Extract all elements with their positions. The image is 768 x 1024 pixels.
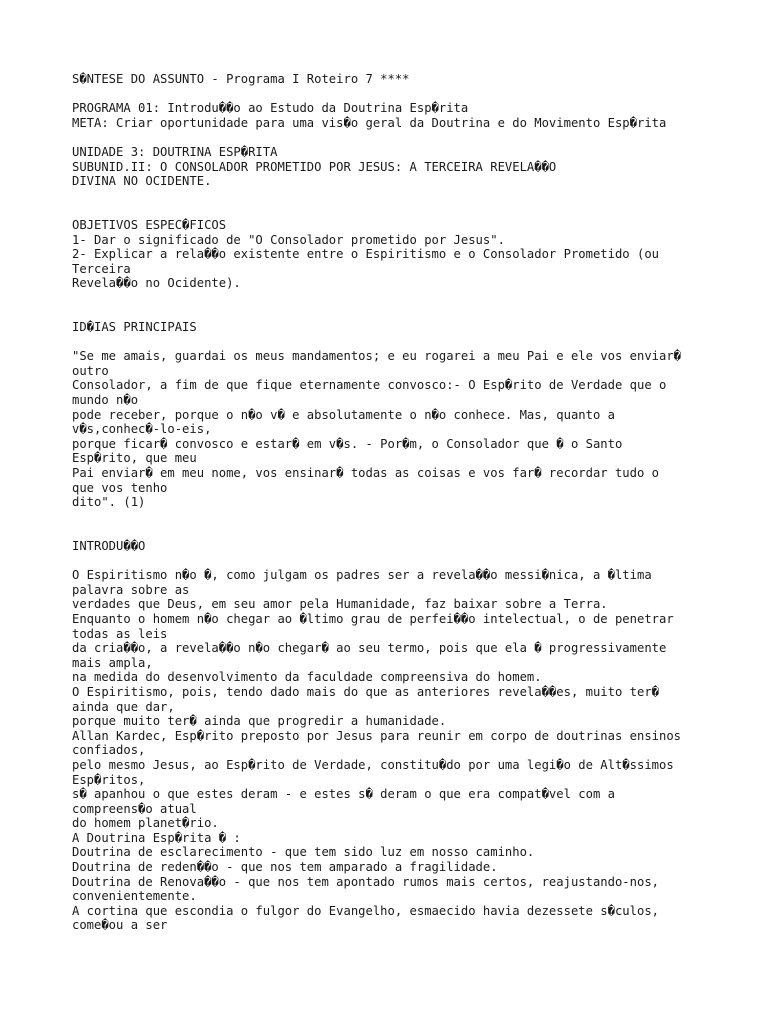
text-line: META: Criar oportunidade para uma vis�o geral da Doutrina e do Movimento Esp�rita <box>72 115 667 130</box>
text-line: v�s,conhec�-lo-eis, <box>72 422 212 437</box>
text-line: SUBUNID.II: O CONSOLADOR PROMETIDO POR JESUS: A TERCEIRA REVELA��O <box>72 159 557 174</box>
text-line: mais ampla, <box>72 655 153 670</box>
text-line: Pai enviar� em meu nome, vos ensinar� todas as coisas e vos far� recordar tudo o <box>72 466 659 481</box>
text-line: pode receber, porque o n�o v� e absolutamente o n�o conhece. Mas, quanto a <box>72 407 615 422</box>
text-line: mundo n�o <box>72 393 139 408</box>
text-line: Allan Kardec, Esp�rito preposto por Jesus para reunir em corpo de doutrinas ensinos <box>72 728 682 743</box>
text-line: Consolador, a fim de que fique eternamente convosco:- O Esp�rito de Verdade que o <box>72 378 667 393</box>
document-body <box>72 72 712 933</box>
text-line <box>72 291 712 306</box>
text-line: verdades que Deus, em seu amor pela Humanidade, faz baixar sobre a Terra. <box>72 597 608 612</box>
text-line <box>72 524 712 539</box>
text-line: INTRODU��O <box>72 539 146 553</box>
text-line: da cria��o, a revela��o n�o chegar� ao seu termo, pois que ela � progressivamente <box>72 641 667 656</box>
text-line: dito". (1) <box>72 495 146 510</box>
text-line: "Se me amais, guardai os meus mandamentos; e eu rogarei a meu Pai e ele vos enviar� <box>72 349 682 364</box>
text-line: que vos tenho <box>72 480 168 495</box>
text-line: S�NTESE DO ASSUNTO - Programa I Roteiro 7 **** <box>72 72 410 86</box>
text-line: Doutrina de Renova��o - que nos tem apontado rumos mais certos, reajustando-nos, <box>72 874 659 889</box>
text-line: outro <box>72 363 109 378</box>
text-line <box>72 189 712 204</box>
text-line: DIVINA NO OCIDENTE. <box>72 174 212 189</box>
text-line: Enquanto o homem n�o chegar ao �ltimo grau de perfei��o intelectual, o de penetrar <box>72 611 674 626</box>
text-line: Revela��o no Ocidente). <box>72 276 241 291</box>
text-line: come�ou a ser <box>72 918 168 933</box>
text-line: Esp�rito, que meu <box>72 451 197 466</box>
text-line: pelo mesmo Jesus, ao Esp�rito de Verdade, constitu�do por uma legi�o de Alt�ssimos <box>72 757 674 772</box>
text-line: confiados, <box>72 743 146 758</box>
text-line <box>72 510 712 525</box>
text-line <box>72 203 712 218</box>
text-line: do homem planet�rio. <box>72 816 219 831</box>
text-line: porque muito ter� ainda que progredir a humanidade. <box>72 714 447 729</box>
text-line <box>72 87 712 102</box>
text-line: na medida do desenvolvimento da faculdade compreensiva do homem. <box>72 670 542 685</box>
text-line <box>72 130 712 145</box>
text-line: A cortina que escondia o fulgor do Evangelho, esmaecido havia dezessete s�culos, <box>72 903 659 918</box>
text-line: O Espiritismo n�o �, como julgam os padres ser a revela��o messi�nica, a �ltima <box>72 568 652 583</box>
text-line: ID�IAS PRINCIPAIS <box>72 320 197 335</box>
text-line: porque ficar� convosco e estar� em v�s. - Por�m, o Consolador que � o Santo <box>72 436 623 451</box>
text-line: O Espiritismo, pois, tendo dado mais do que as anteriores revela��es, muito ter� <box>72 684 659 699</box>
text-line <box>72 554 712 569</box>
text-line: s� apanhou o que estes deram - e estes s� deram o que era compat�vel com a <box>72 787 615 802</box>
text-line: convenientemente. <box>72 889 197 904</box>
text-line: Doutrina de reden��o - que nos tem amparado a fragilidade. <box>72 860 498 875</box>
text-line: Doutrina de esclarecimento - que tem sido luz em nosso caminho. <box>72 845 535 860</box>
text-line: Terceira <box>72 261 131 276</box>
text-line <box>72 335 712 350</box>
text-line: UNIDADE 3: DOUTRINA ESP�RITA <box>72 144 278 159</box>
text-line: palavra sobre as <box>72 582 190 597</box>
text-line: PROGRAMA 01: Introdu��o ao Estudo da Doutrina Esp�rita <box>72 101 469 116</box>
text-line: ainda que dar, <box>72 699 175 714</box>
text-line: A Doutrina Esp�rita � : <box>72 830 241 845</box>
text-line: compreens�o atual <box>72 801 197 816</box>
text-line: todas as leis <box>72 626 168 641</box>
text-line: Esp�ritos, <box>72 772 146 787</box>
text-line: OBJETIVOS ESPEC�FICOS <box>72 217 227 232</box>
text-line <box>72 306 712 321</box>
text-line: 2- Explicar a rela��o existente entre o Espiritismo e o Consolador Prometido (ou <box>72 247 659 262</box>
text-line: 1- Dar o significado de "O Consolador prometido por Jesus". <box>72 232 505 247</box>
